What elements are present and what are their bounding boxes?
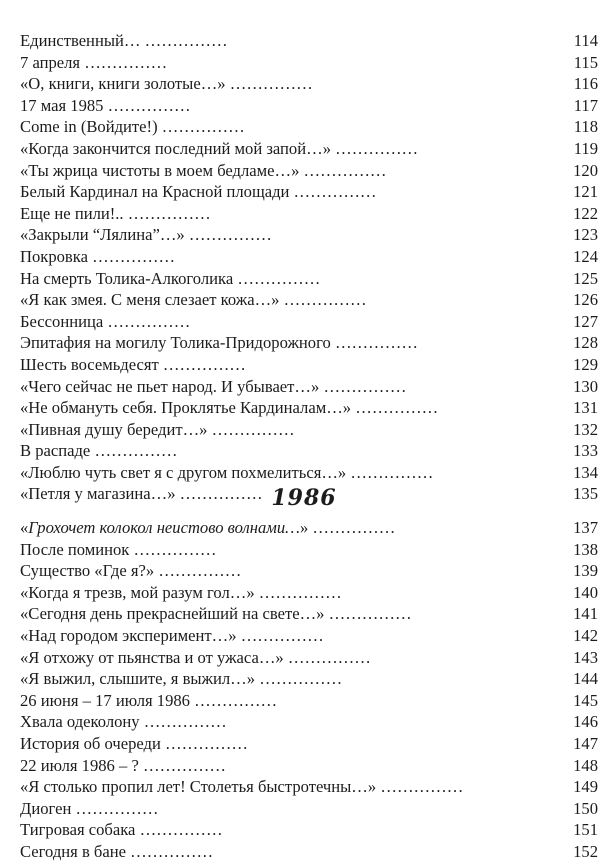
entry-page-number: 130 <box>573 376 598 396</box>
entry-title: Тигровая собака <box>20 820 136 840</box>
entry-page-number: 121 <box>573 182 598 202</box>
entry-page-number: 142 <box>573 625 598 645</box>
toc-entry <box>20 289 598 311</box>
entry-title: Хвала одеколону <box>20 712 140 732</box>
toc-entry <box>20 138 598 160</box>
entry-leader: …………… <box>157 117 245 137</box>
toc-entry <box>20 462 598 484</box>
toc-entry <box>20 582 598 604</box>
toc-entry <box>20 668 598 690</box>
entry-leader: …………… <box>255 669 343 689</box>
entry-page-number: 116 <box>573 74 598 94</box>
quote-open: « <box>20 518 29 537</box>
entry-title: Шесть восемьдесят <box>20 354 159 374</box>
entry-leader: …………… <box>71 798 159 818</box>
entry-title: На смерть Толика-Алкоголика <box>20 268 234 288</box>
entry-leader: …………… <box>87 246 176 266</box>
entry-page-number: 146 <box>573 712 598 732</box>
toc-entry <box>20 798 598 820</box>
entry-page-number: 124 <box>573 246 598 266</box>
entry-leader: …………… <box>138 755 226 775</box>
entry-title: 7 апреля <box>20 52 81 72</box>
entry-leader: …………… <box>351 398 439 418</box>
toc-entry <box>20 419 598 441</box>
toc-entry <box>20 181 598 203</box>
entry-title: 17 мая 1985 <box>20 95 104 115</box>
toc-entry <box>20 776 598 798</box>
toc-entry <box>20 311 598 333</box>
entry-page-number: 140 <box>573 582 598 602</box>
entry-page-number: 145 <box>573 690 598 710</box>
entry-page-number: 125 <box>573 268 598 288</box>
toc-entry <box>20 268 598 290</box>
entry-title: «Я отхожу от пьянства и от ужаса…» <box>20 647 284 667</box>
entry-page-number: 135 <box>573 484 598 504</box>
entry-title: После поминок <box>20 539 130 559</box>
entry-page-number: 133 <box>573 441 598 461</box>
toc-entry <box>20 116 598 138</box>
entry-title-italic: Грохочет колокол неистово волнами… <box>28 518 300 537</box>
entry-page-number: 137 <box>573 518 598 537</box>
toc-entry <box>20 246 598 268</box>
entry-page-number: 150 <box>573 798 598 818</box>
entry-title <box>20 518 308 537</box>
entry-title: «О, книги, книги золотые…» <box>20 74 226 94</box>
toc-entry <box>20 819 598 841</box>
toc-entry <box>20 711 598 733</box>
entry-page-number: 138 <box>573 539 598 559</box>
entry-leader: …………… <box>283 647 371 667</box>
toc-entry <box>20 30 598 52</box>
entry-title: История об очереди <box>20 733 161 753</box>
entry-leader: …………… <box>103 95 191 115</box>
entry-page-number: 129 <box>573 354 598 374</box>
entry-leader: …………… <box>254 582 342 602</box>
entry-leader: …………… <box>233 268 321 288</box>
entry-leader: …………… <box>299 160 387 180</box>
entry-leader: …………… <box>123 203 211 223</box>
entry-page-number: 148 <box>573 755 598 775</box>
entry-page-number: 114 <box>573 31 598 50</box>
toc-entry <box>20 354 598 376</box>
toc-entry <box>20 539 598 561</box>
entry-leader: …………… <box>308 518 396 537</box>
entry-page-number: 127 <box>573 311 598 331</box>
entry-leader: …………… <box>331 138 419 158</box>
entry-leader: …………… <box>324 604 412 624</box>
toc-entry <box>20 755 598 777</box>
toc-entry <box>20 841 598 863</box>
section-heading-year: 1986 <box>271 485 337 511</box>
entry-title: Еще не пили!.. <box>20 203 124 223</box>
toc-entry <box>20 52 598 74</box>
toc-entry <box>20 647 598 669</box>
entry-page-number: 143 <box>573 647 598 667</box>
entry-title: 22 июля 1986 – ? <box>20 755 139 775</box>
entry-leader: …………… <box>184 225 272 245</box>
entry-title: «Я как змея. С меня слезает кожа…» <box>20 290 280 310</box>
toc-entry <box>20 376 598 398</box>
entry-page-number: 131 <box>573 398 598 418</box>
toc-entry <box>20 517 598 539</box>
entry-title: «Я столько пропил лет! Столетья быстротечны…» <box>20 777 377 797</box>
entry-leader: …………… <box>160 733 248 753</box>
entry-page-number: 141 <box>573 604 598 624</box>
entry-page-number: 119 <box>573 138 598 158</box>
entry-page-number: 128 <box>573 333 598 353</box>
entry-leader: …………… <box>126 841 214 861</box>
entry-leader: …………… <box>319 376 407 396</box>
entry-leader: …………… <box>140 31 228 50</box>
entry-page-number: 134 <box>573 462 598 482</box>
toc-entry <box>20 690 598 712</box>
entry-page-number: 122 <box>573 203 598 223</box>
entry-page-number: 115 <box>573 52 598 72</box>
quote-close: » <box>299 518 309 537</box>
entry-title: «Не обмануть себя. Проклятье Кардиналам…» <box>20 398 352 418</box>
entry-title: «Пивная душу бередит…» <box>20 419 208 439</box>
entry-leader: …………… <box>279 290 367 310</box>
entry-leader: …………… <box>207 419 295 439</box>
entry-page-number: 144 <box>573 669 598 689</box>
toc-entry <box>20 560 598 582</box>
entry-title: Покровка <box>20 246 88 266</box>
toc-entry <box>20 203 598 225</box>
entry-leader: …………… <box>289 182 377 202</box>
entry-page-number: 117 <box>573 95 598 115</box>
entry-title: «Я выжил, слышите, я выжил…» <box>20 669 256 689</box>
entry-title: «Сегодня день прекраснейший на свете…» <box>20 604 325 624</box>
entry-page-number: 152 <box>573 841 598 861</box>
entry-leader: …………… <box>139 712 227 732</box>
entry-title: «Закрыли “Лялина”…» <box>20 225 185 245</box>
toc-list-1985 <box>20 30 598 505</box>
entry-page-number: 139 <box>573 561 598 581</box>
entry-page-number: 147 <box>573 733 598 753</box>
toc-entry <box>20 95 598 117</box>
entry-title: «Когда закончится последний мой запой…» <box>20 138 332 158</box>
entry-page-number: 120 <box>573 160 598 180</box>
toc-entry <box>20 440 598 462</box>
entry-leader: …………… <box>129 539 217 559</box>
entry-title: «Ты жрица чистоты в моем бедламе…» <box>20 160 300 180</box>
toc-entry <box>20 733 598 755</box>
toc-entry <box>20 224 598 246</box>
entry-title: Эпитафия на могилу Толика-Придорожного <box>20 333 331 353</box>
toc-entry <box>20 625 598 647</box>
entry-title: «Когда я трезв, мой разум гол…» <box>20 582 255 602</box>
entry-leader: …………… <box>189 690 278 710</box>
entry-title: Существо «Где я?» <box>20 561 155 581</box>
entry-leader: …………… <box>346 462 434 482</box>
entry-title: Единственный… <box>20 31 141 50</box>
entry-page-number: 118 <box>573 117 598 137</box>
entry-leader: …………… <box>80 52 168 72</box>
entry-title: 26 июня – 17 июля 1986 <box>20 690 190 710</box>
entry-page-number: 123 <box>573 225 598 245</box>
toc-entry <box>20 397 598 419</box>
entry-leader: …………… <box>225 74 313 94</box>
entry-title: Come in (Войдите!) <box>20 117 158 137</box>
entry-page-number: 126 <box>573 290 598 310</box>
entry-title: «Чего сейчас не пьет народ. И убывает…» <box>20 376 320 396</box>
toc-entry <box>20 73 598 95</box>
entry-leader: …………… <box>103 311 191 331</box>
entry-leader: …………… <box>90 441 178 461</box>
toc-entry <box>20 332 598 354</box>
entry-title: Диоген <box>20 798 72 818</box>
entry-leader: …………… <box>236 625 324 645</box>
entry-page-number: 149 <box>573 777 598 797</box>
toc-list-1986 <box>20 517 598 863</box>
entry-leader: …………… <box>376 777 464 797</box>
entry-title: «Петля у магазина…» <box>20 484 176 504</box>
entry-title: «Над городом эксперимент…» <box>20 625 237 645</box>
entry-page-number: 132 <box>573 419 598 439</box>
entry-title: В распаде <box>20 441 91 461</box>
entry-title: «Люблю чуть свет я с другом похмелиться…» <box>20 462 347 482</box>
entry-leader: …………… <box>135 820 223 840</box>
entry-leader: …………… <box>175 484 263 504</box>
entry-leader: …………… <box>330 333 418 353</box>
entry-title: Бессонница <box>20 311 104 331</box>
toc-entry <box>20 603 598 625</box>
toc-entry <box>20 160 598 182</box>
entry-title: Белый Кардинал на Красной площади <box>20 182 290 202</box>
entry-leader: …………… <box>154 561 242 581</box>
entry-title: Сегодня в бане <box>20 841 126 861</box>
entry-page-number: 151 <box>573 820 598 840</box>
entry-leader: …………… <box>158 354 246 374</box>
